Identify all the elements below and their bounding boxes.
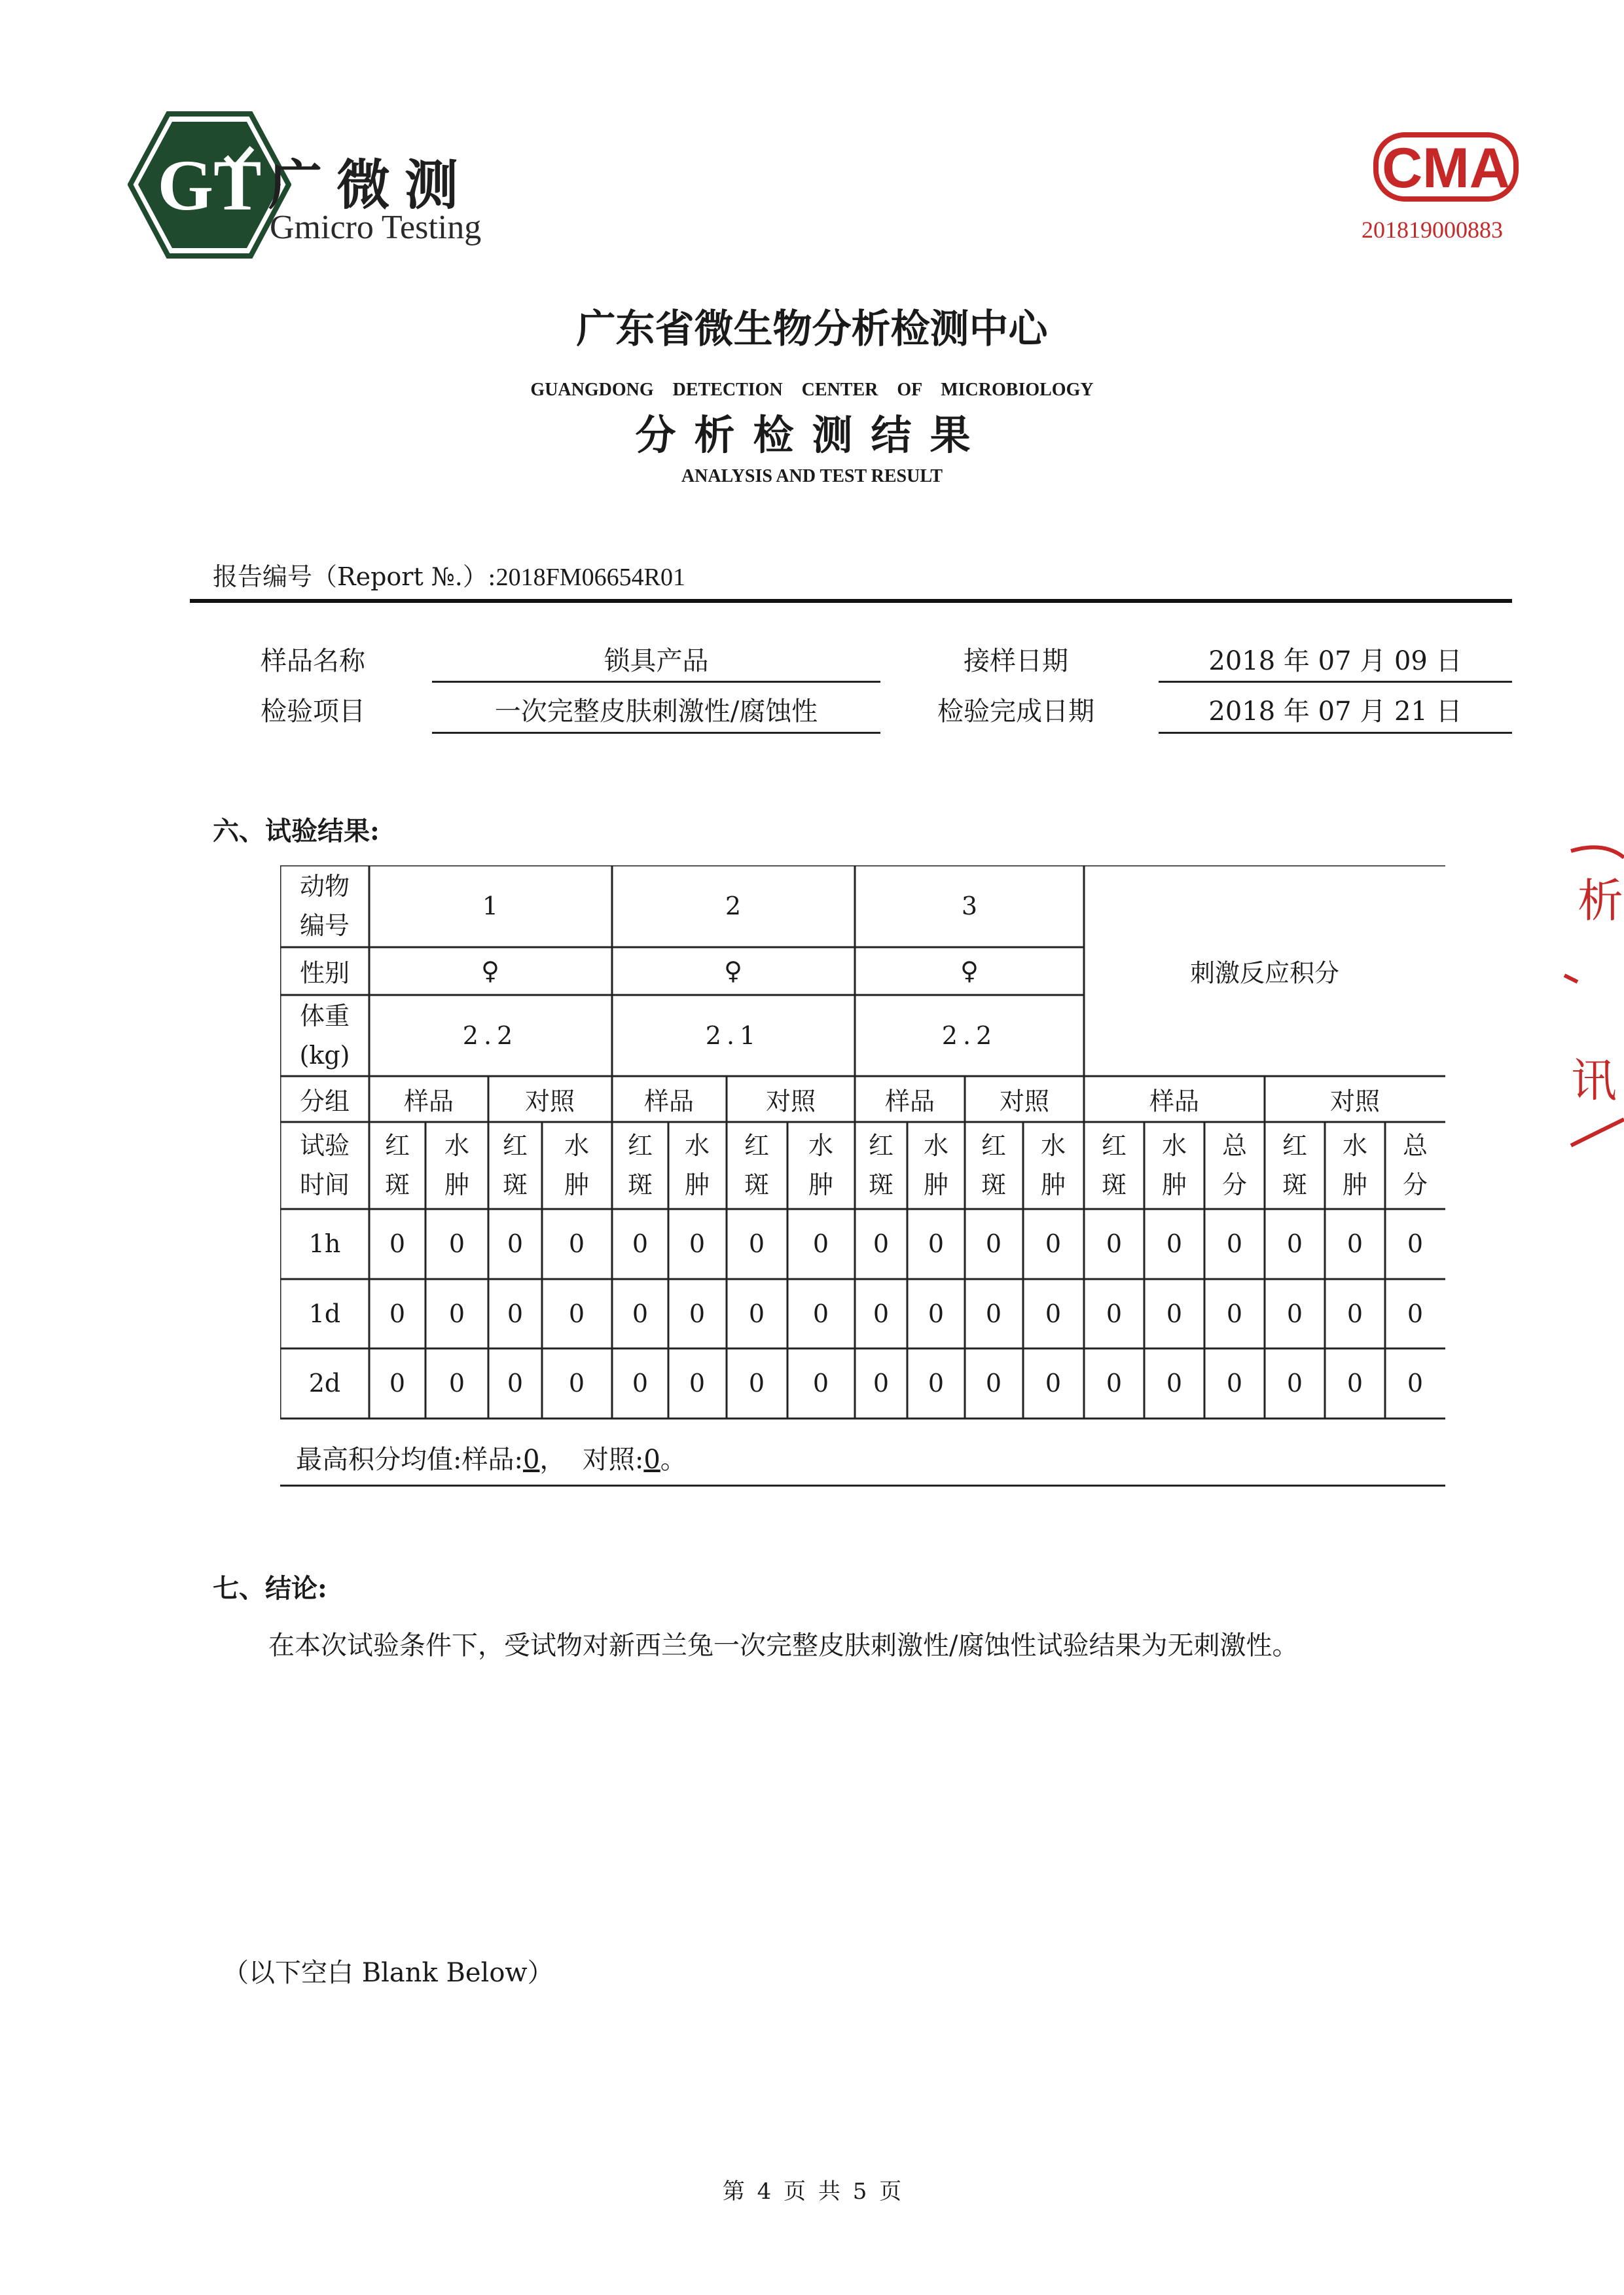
summary-rule — [280, 1485, 1445, 1487]
receive-date-label: 接样日期 — [964, 646, 1068, 676]
score-cell: 0 — [1166, 1369, 1183, 1398]
score-cell: 0 — [1166, 1299, 1183, 1328]
sub-erythema-6: 红斑 — [981, 1131, 1006, 1199]
animal-1-weight: 2.2 — [462, 1021, 518, 1050]
score-cell: 0 — [748, 1369, 765, 1398]
score-cell: 0 — [1226, 1299, 1243, 1328]
cma-mark-icon — [1373, 131, 1519, 203]
score-cell: 0 — [1286, 1369, 1303, 1398]
header-rule — [190, 599, 1512, 603]
score-cell: 0 — [928, 1369, 945, 1398]
sub-erythema-5: 红斑 — [868, 1131, 893, 1199]
cma-number: 201819000883 — [1362, 217, 1503, 243]
weight-label: 体重(kg) — [299, 1002, 350, 1070]
score-cell: 0 — [873, 1299, 890, 1328]
svg-text:讯: 讯 — [1571, 1054, 1617, 1108]
score-cell: 0 — [1045, 1229, 1062, 1258]
receive-date-value: 2018 年 07 月 09 日 — [1208, 646, 1462, 676]
sub-total-8: 总分 — [1402, 1131, 1428, 1199]
score-cell: 0 — [812, 1369, 829, 1398]
animal-2-no: 2 — [725, 892, 742, 920]
score-cell: 0 — [507, 1299, 524, 1328]
sub-total-7: 总分 — [1221, 1131, 1247, 1199]
animal-2-sex: ♀ — [724, 956, 742, 985]
group-sample-1: 样品 — [403, 1087, 454, 1116]
center-title-cn: 广东省微生物分析检测中心 — [576, 306, 1048, 352]
score-cell: 0 — [1407, 1299, 1424, 1328]
score-cell: 0 — [1226, 1369, 1243, 1398]
animal-1-no: 1 — [482, 892, 499, 920]
gt-logo-icon — [128, 111, 291, 259]
sub-erythema-2: 红斑 — [502, 1131, 528, 1199]
score-cell: 0 — [1346, 1369, 1363, 1398]
summary-end: 。 — [660, 1445, 687, 1475]
report-number-label: 报告编号（Report №.）: — [213, 562, 496, 591]
report-number-line — [213, 556, 685, 592]
sample-name-underline — [432, 681, 880, 683]
animal-3-weight: 2.2 — [941, 1021, 998, 1050]
score-cell: 0 — [928, 1299, 945, 1328]
score-cell: 0 — [1346, 1299, 1363, 1328]
result-title-cn: 分析检测结果 — [635, 411, 989, 459]
score-cell: 0 — [1106, 1299, 1123, 1328]
score-cell: 0 — [507, 1369, 524, 1398]
score-cell: 0 — [1045, 1369, 1062, 1398]
summary-sep: ， — [539, 1445, 583, 1475]
score-cell: 0 — [1286, 1229, 1303, 1258]
receive-date-underline — [1159, 681, 1512, 683]
score-cell: 0 — [1286, 1299, 1303, 1328]
score-cell: 0 — [1045, 1299, 1062, 1328]
score-cell: 0 — [928, 1229, 945, 1258]
summary-label: 最高积分均值: — [296, 1445, 462, 1475]
group-control-2: 对照 — [765, 1087, 816, 1116]
summary-sample-label: 样品: — [461, 1445, 523, 1475]
score-cell: 0 — [632, 1299, 649, 1328]
sub-edema-5: 水肿 — [923, 1131, 948, 1199]
sub-erythema-1: 红斑 — [384, 1131, 410, 1199]
sub-erythema-7: 红斑 — [1101, 1131, 1127, 1199]
report-number-value: 2018FM06654R01 — [496, 564, 685, 591]
score-cell: 0 — [1106, 1369, 1123, 1398]
sub-edema-3: 水肿 — [684, 1131, 710, 1199]
score-cell: 0 — [507, 1229, 524, 1258]
time-label: 试验时间 — [299, 1131, 350, 1199]
score-cell: 0 — [448, 1369, 465, 1398]
score-cell: 0 — [389, 1299, 406, 1328]
score-cell: 0 — [568, 1229, 585, 1258]
score-cell: 0 — [812, 1229, 829, 1258]
score-cell: 0 — [985, 1229, 1002, 1258]
svg-text:析: 析 — [1578, 874, 1623, 928]
score-cell: 0 — [389, 1369, 406, 1398]
score-cell: 0 — [748, 1299, 765, 1328]
score-cell: 0 — [873, 1229, 890, 1258]
summary-control-label: 对照: — [582, 1445, 644, 1475]
sex-label: 性别 — [299, 958, 350, 988]
section-7-heading: 七、结论: — [213, 1573, 327, 1604]
group-label: 分组 — [299, 1087, 350, 1116]
result-table — [280, 865, 1445, 1487]
result-title-en: ANALYSIS AND TEST RESULT — [681, 466, 943, 486]
score-cell: 0 — [1106, 1229, 1123, 1258]
conclusion-text: 在本次试验条件下，受试物对新西兰兔一次完整皮肤刺激性/腐蚀性试验结果为无刺激性。 — [268, 1631, 1299, 1661]
test-item-label: 检验项目 — [261, 696, 365, 727]
sub-erythema-3: 红斑 — [627, 1131, 653, 1199]
sample-name-label: 样品名称 — [261, 646, 365, 676]
complete-date-label: 检验完成日期 — [937, 696, 1094, 727]
center-title-en: GUANGDONG DETECTION CENTER OF MICROBIOLOGY — [530, 380, 1094, 400]
score-cell: 0 — [689, 1369, 706, 1398]
logo-chinese-name: 广微测 — [268, 154, 473, 217]
sub-edema-8: 水肿 — [1342, 1131, 1367, 1199]
group-sample-3: 样品 — [884, 1087, 935, 1116]
section-6-heading: 六、试验结果: — [213, 816, 380, 846]
summary-line — [296, 1439, 687, 1476]
sub-edema-7: 水肿 — [1161, 1131, 1187, 1199]
complete-date-underline — [1159, 732, 1512, 734]
animal-3-sex: ♀ — [960, 956, 979, 985]
animal-1-sex: ♀ — [481, 956, 499, 985]
seal-stamp-fragment-icon — [1558, 844, 1624, 1172]
cma-mark-text: CMA — [1382, 137, 1510, 200]
score-cell: 0 — [812, 1299, 829, 1328]
score-cell: 0 — [985, 1299, 1002, 1328]
summary-sample-value: 0 — [522, 1445, 540, 1475]
sub-edema-6: 水肿 — [1040, 1131, 1066, 1199]
sub-edema-1: 水肿 — [444, 1131, 469, 1199]
sample-name-value: 锁具产品 — [604, 646, 709, 676]
test-item-underline — [432, 732, 880, 734]
score-cell: 0 — [632, 1229, 649, 1258]
group-sample-2: 样品 — [643, 1087, 695, 1116]
score-cell: 0 — [448, 1299, 465, 1328]
logo-mark: GT — [157, 145, 262, 225]
score-cell: 0 — [448, 1229, 465, 1258]
score-cell: 0 — [1166, 1229, 1183, 1258]
score-cell: 0 — [873, 1369, 890, 1398]
score-cell: 0 — [389, 1229, 406, 1258]
animal-3-no: 3 — [961, 892, 978, 920]
time-row-2: 1d — [308, 1299, 341, 1328]
logo-english-name: Gmicro Testing — [270, 209, 482, 246]
animal-2-weight: 2.1 — [705, 1021, 761, 1050]
group-control-1: 对照 — [524, 1087, 575, 1116]
sub-erythema-8: 红斑 — [1282, 1131, 1307, 1199]
score-cell: 0 — [1346, 1229, 1363, 1258]
group-sample-total: 样品 — [1149, 1087, 1200, 1116]
score-cell: 0 — [748, 1229, 765, 1258]
score-cell: 0 — [568, 1299, 585, 1328]
animal-no-label: 动物编号 — [299, 872, 350, 940]
score-cell: 0 — [568, 1369, 585, 1398]
sub-edema-4: 水肿 — [808, 1131, 833, 1199]
score-cell: 0 — [632, 1369, 649, 1398]
page-number: 第 4 页 共 5 页 — [722, 2178, 902, 2205]
sub-edema-2: 水肿 — [564, 1131, 589, 1199]
score-cell: 0 — [1407, 1229, 1424, 1258]
score-cell: 0 — [1226, 1229, 1243, 1258]
sub-erythema-4: 红斑 — [744, 1131, 769, 1199]
summary-control-value: 0 — [643, 1445, 660, 1475]
group-control-total: 对照 — [1329, 1087, 1380, 1116]
score-cell: 0 — [689, 1229, 706, 1258]
score-label: 刺激反应积分 — [1189, 958, 1340, 988]
score-cell: 0 — [1407, 1369, 1424, 1398]
blank-below-note: （以下空白 Blank Below） — [223, 1958, 554, 1988]
group-control-3: 对照 — [999, 1087, 1050, 1116]
score-cell: 0 — [689, 1299, 706, 1328]
score-cell: 0 — [985, 1369, 1002, 1398]
complete-date-value: 2018 年 07 月 21 日 — [1208, 696, 1462, 727]
test-item-value: 一次完整皮肤刺激性/腐蚀性 — [494, 696, 818, 727]
time-row-1: 1h — [308, 1229, 341, 1258]
time-row-3: 2d — [308, 1369, 341, 1398]
